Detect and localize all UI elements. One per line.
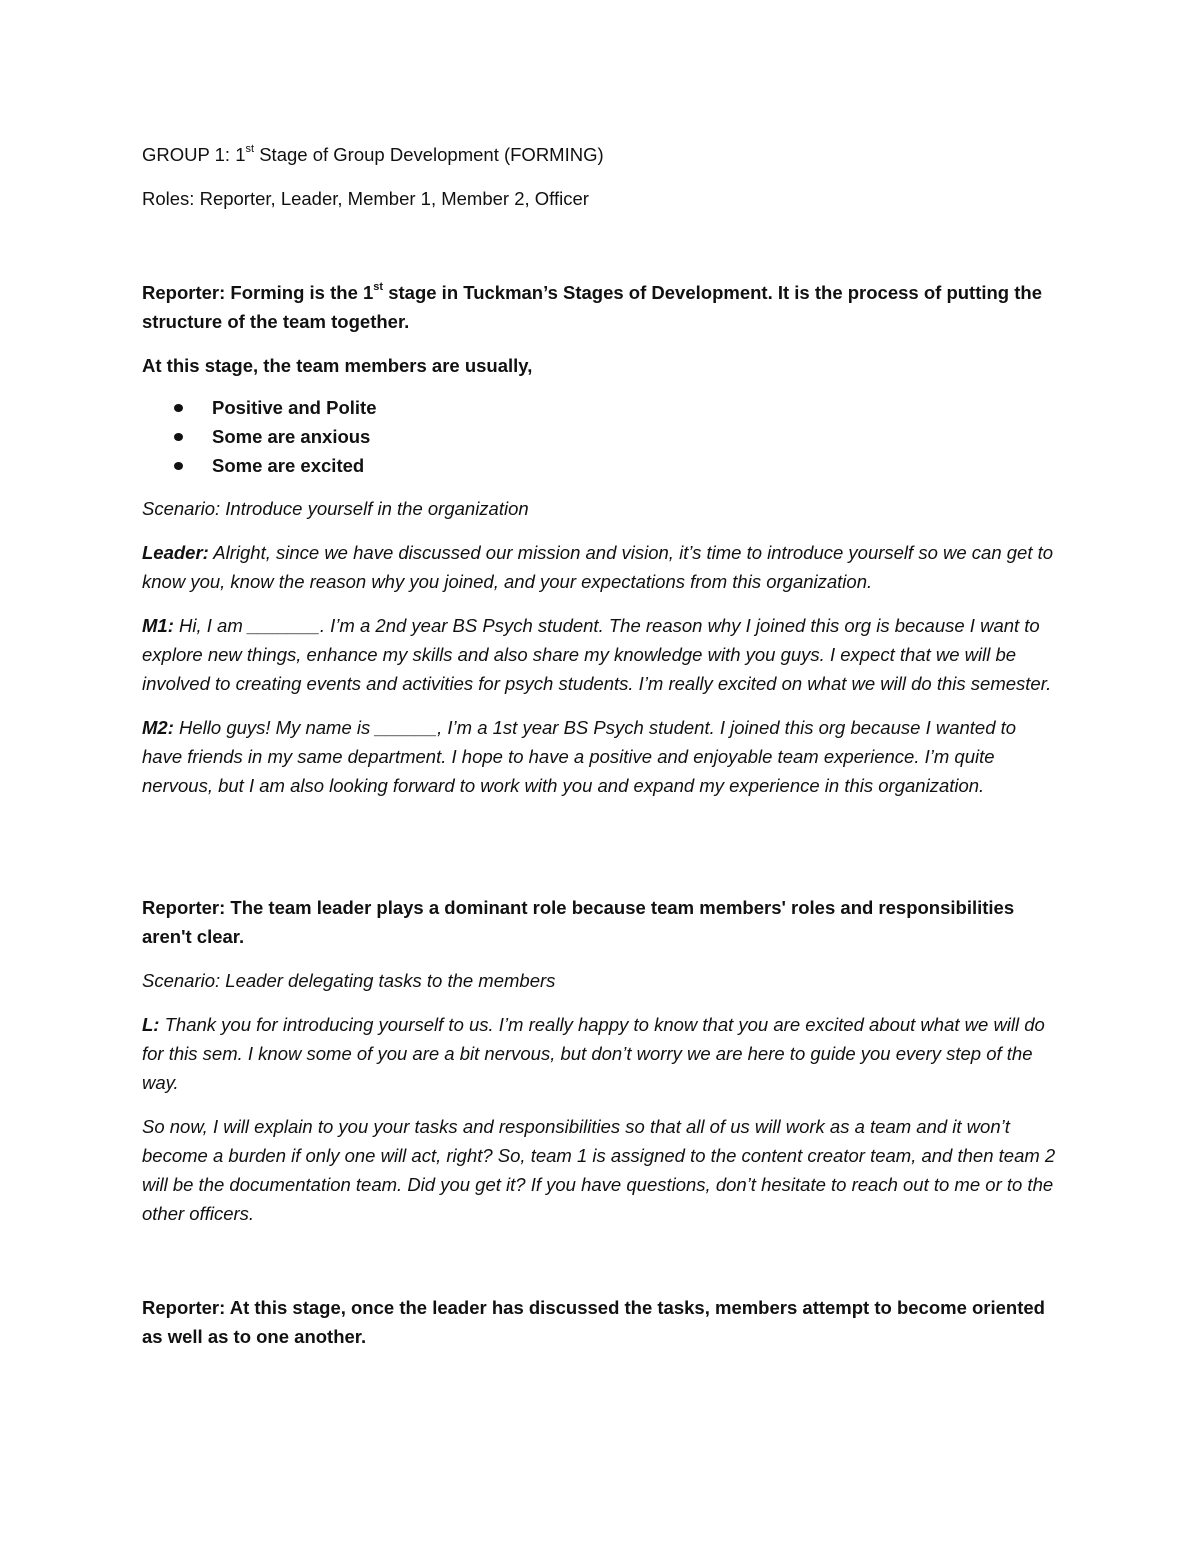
spacer bbox=[142, 815, 1060, 893]
traits-list bbox=[142, 393, 1060, 480]
roles-line: Roles: Reporter, Leader, Member 1, Member 2, Officer bbox=[142, 188, 589, 209]
bullet-icon bbox=[174, 404, 183, 412]
spacer bbox=[142, 1243, 1060, 1293]
reporter-paragraph-1: Reporter: Forming is the 1st stage in Tuckman’s Stages of Development. It is the process of putting the structure of the team together. bbox=[142, 280, 1042, 332]
reporter-paragraph-2: Reporter: The team leader plays a dominant role because team members' roles and responsibilities aren't clear. bbox=[142, 897, 1015, 947]
leader-dialogue-2: L: Thank you for introducing yourself to us. I’m really happy to know that you are excited about what we will do for this sem. I know some of you are a bit nervous, but don’t worry we are here to guide you every step of the way. bbox=[142, 1014, 1045, 1093]
document-body bbox=[142, 140, 1060, 1366]
leader-dialogue-2-continued: So now, I will explain to you your tasks and responsibilities so that all of us will work as a team and it won’t become a burden if only one will act, right? So, team 1 is assigned to the content creator team, and then team 2 will be the documentation team. Did you get it? If you have questions, don’t hesitate to reach out to me or to the other officers. bbox=[142, 1116, 1056, 1224]
stage-intro: At this stage, the team members are usually, bbox=[142, 355, 533, 376]
member2-dialogue: M2: Hello guys! My name is ______, I’m a 1st year BS Psych student. I joined this org because I wanted to have friends in my same department. I hope to have a positive and enjoyable team experience. I’m quite nervous, but I am also looking forward to work with you and expand my experience in this organization. bbox=[142, 717, 1017, 796]
spacer bbox=[142, 228, 1060, 278]
list-item: Some are excited bbox=[142, 451, 1060, 480]
bullet-icon bbox=[174, 433, 183, 441]
list-item: Some are anxious bbox=[142, 422, 1060, 451]
scenario-2: Scenario: Leader delegating tasks to the members bbox=[142, 970, 556, 991]
member1-dialogue: M1: Hi, I am _______. I’m a 2nd year BS Psych student. The reason why I joined this org is because I want to explore new things, enhance my skills and also share my knowledge with you guys. I expect that we will be involved to creating events and activities for psych students. I’m really excited on what we will do this semester. bbox=[142, 615, 1052, 694]
bullet-icon bbox=[174, 462, 183, 470]
reporter-paragraph-3: Reporter: At this stage, once the leader has discussed the tasks, members attempt to become oriented as well as to one another. bbox=[142, 1297, 1045, 1347]
leader-dialogue-1: Leader: Alright, since we have discussed our mission and vision, it’s time to introduce yourself so we can get to know you, know the reason why you joined, and your expectations from this organization. bbox=[142, 542, 1054, 592]
list-item: Positive and Polite bbox=[142, 393, 1060, 422]
scenario-1: Scenario: Introduce yourself in the organization bbox=[142, 498, 529, 519]
document-title: GROUP 1: 1st Stage of Group Development (FORMING) bbox=[142, 142, 604, 165]
